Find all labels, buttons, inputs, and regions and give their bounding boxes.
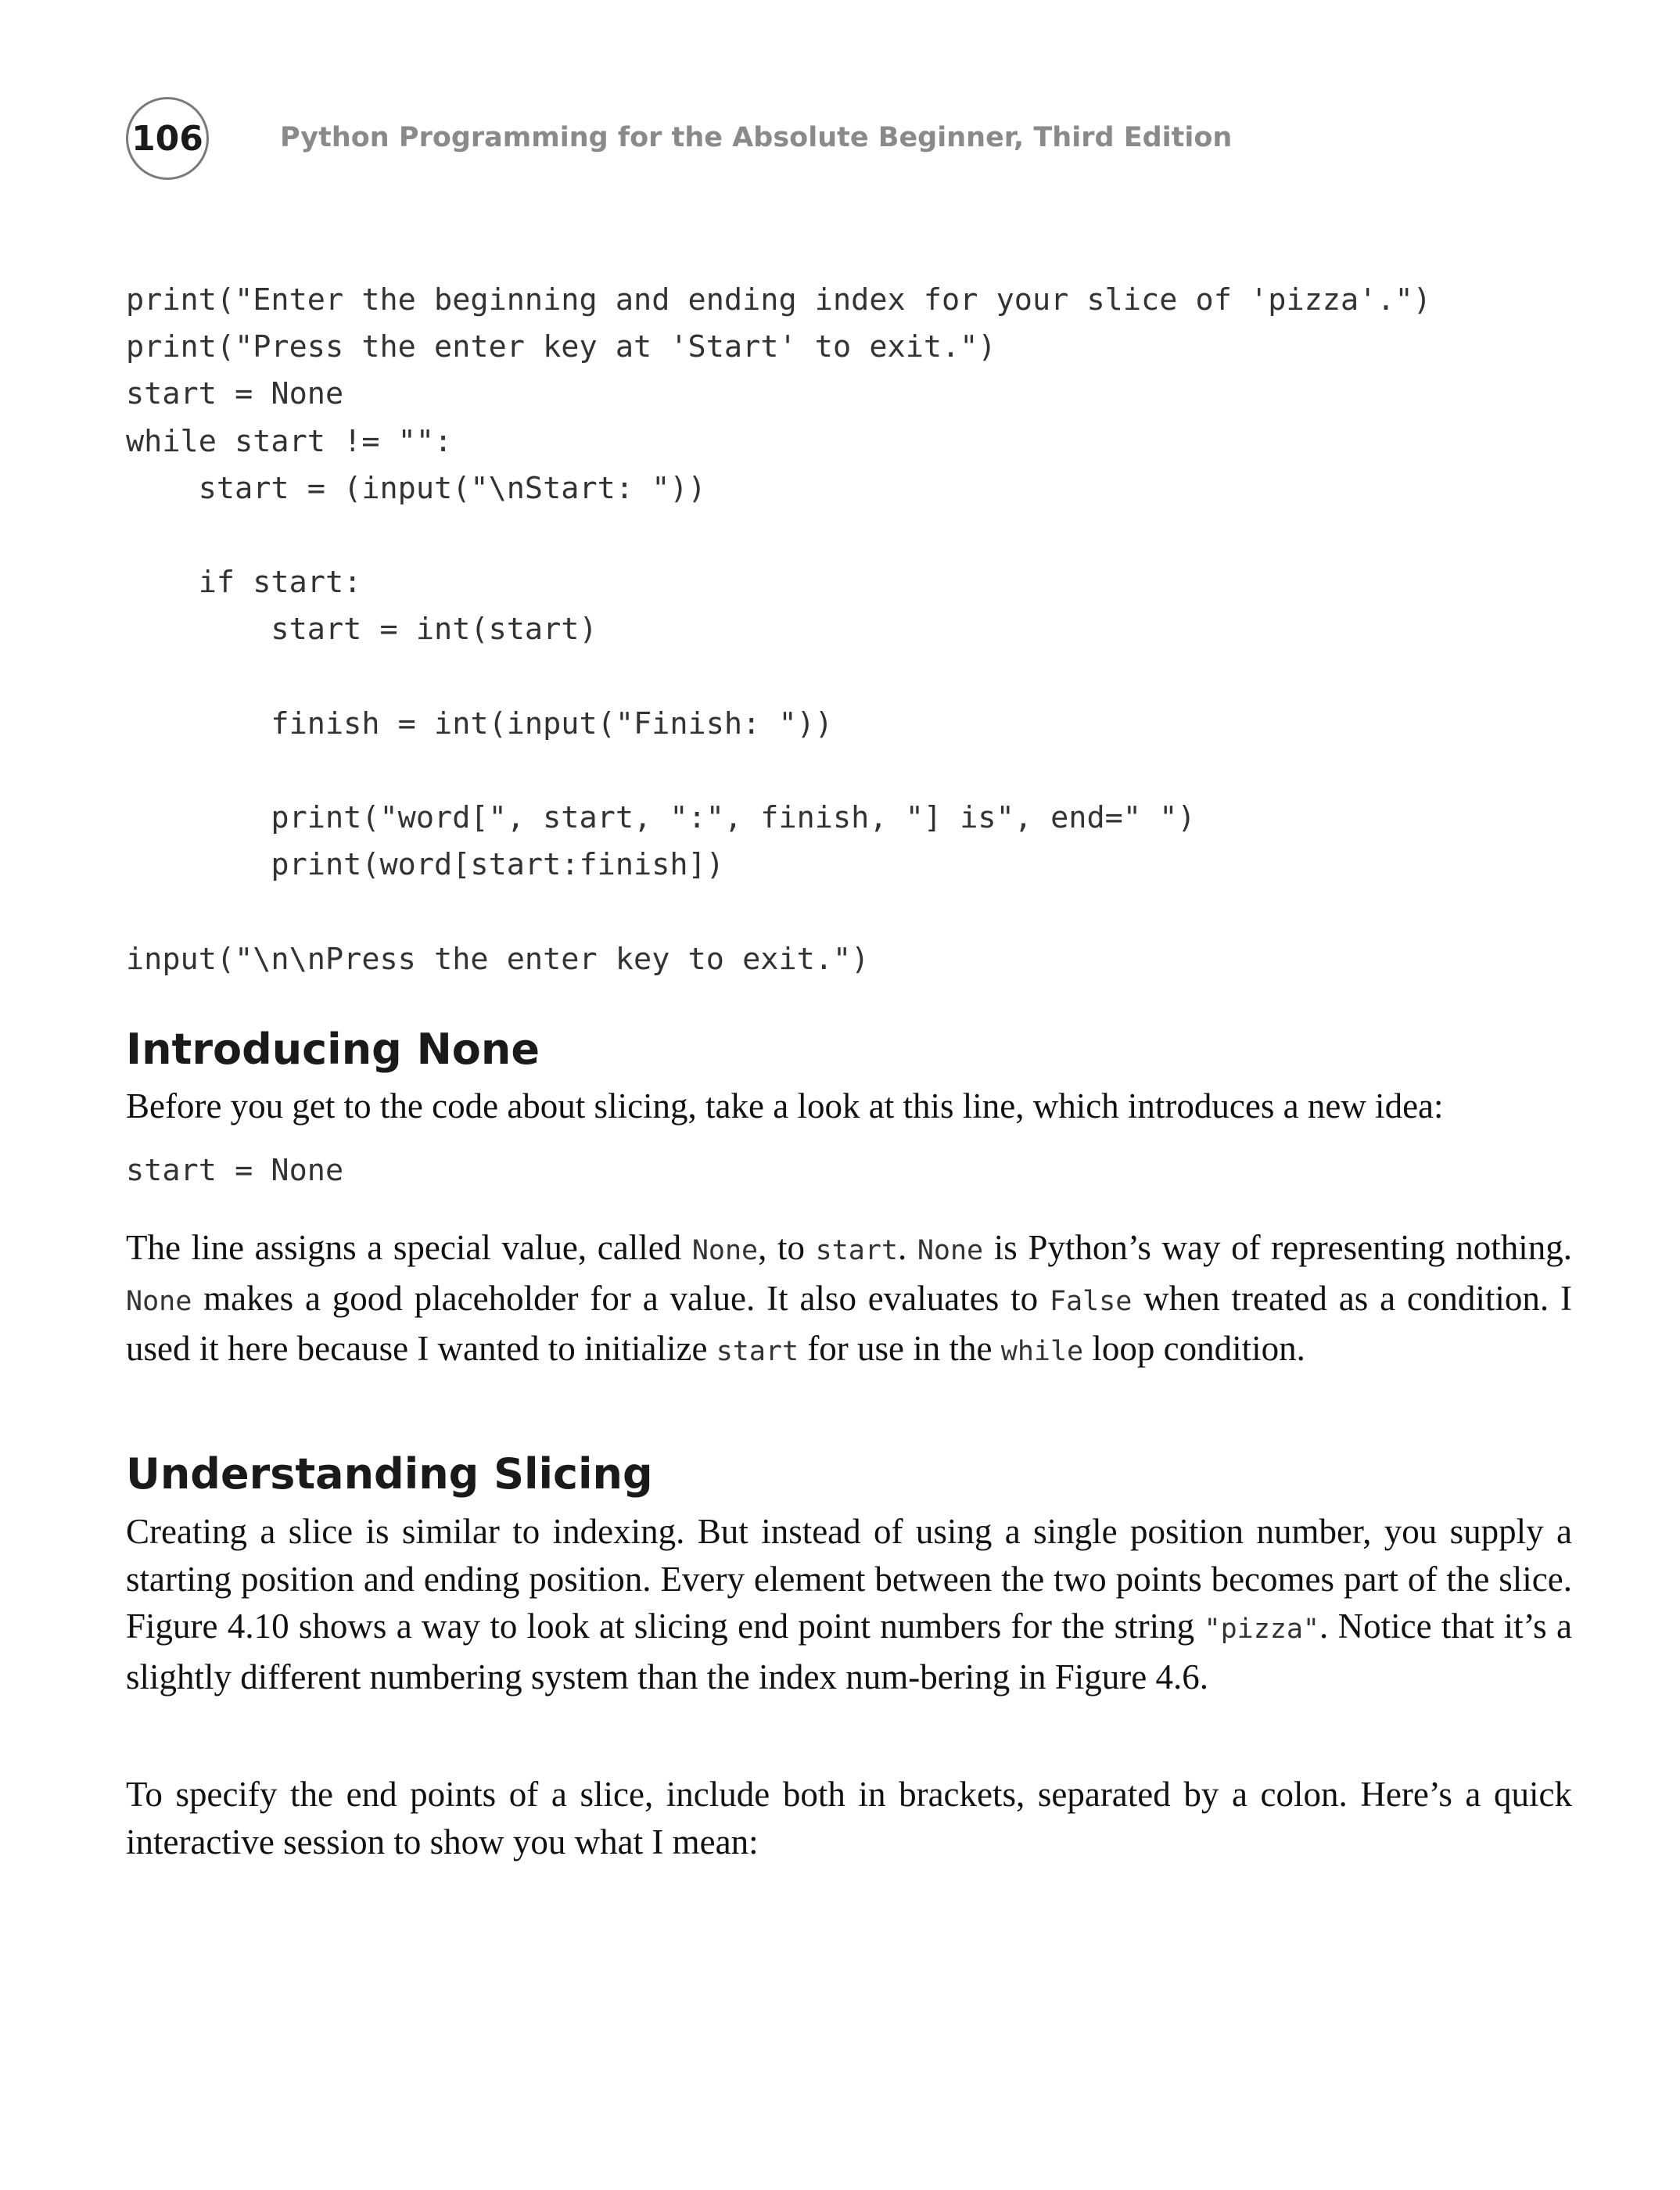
inline-code: None [917,1235,984,1266]
text: . Notice that it’s a slightly different numbering system than the index num-bering in Figure 4.6. [126,1607,1572,1696]
text: makes a good placeholder for a value. It also evaluates to [192,1278,1050,1318]
paragraph-none-explanation [126,1224,1572,1376]
text: , to [758,1228,816,1267]
paragraph-intro: Before you get to the code about slicing, take a look at this line, which introduces a new idea: [126,1086,1444,1126]
page-number: 106 [126,97,209,180]
inline-code: "pizza" [1204,1614,1320,1645]
inline-code: False [1049,1285,1133,1317]
running-title: Python Programming for the Absolute Beginner, Third Edition [280,122,1233,153]
paragraph-slicing-explanation [126,1508,1572,1700]
text: The line assigns a special value, called [126,1228,692,1267]
inline-code: None [691,1235,759,1266]
text: when treated as a condition. I used it here because I wanted to initialize [126,1278,1572,1368]
inline-code: start [716,1336,799,1367]
inline-code: start [815,1235,898,1266]
text: Creating a slice is similar to indexing. But instead of using a single position number, you supply a starting position and ending position. Every element between the two points becomes part of the slice. Figure 4.10 shows a way to look at slicing end point numbers for the string [126,1512,1572,1646]
code-example-line: start = None [126,1153,344,1188]
section-heading-understanding-slicing: Understanding Slicing [126,1449,653,1499]
code-listing: print("Enter the beginning and ending index for your slice of 'pizza'.") print("Press the enter key at 'Start' to exit.") start = None while start != "": start = (input("\nStart: ")) if start: start = int(start) finish = int(input("Finish: ")) print("word[", start, ":", finish, "] is", end=" ") print(word[start:finish]) input("\n\nPress the enter key to exit.") [126,282,1431,977]
section-heading-introducing-none: Introducing None [126,1025,540,1074]
inline-code: None [126,1285,192,1317]
inline-code: while [1000,1336,1084,1367]
paragraph-slice-endpoints: To specify the end points of a slice, include both in brackets, separated by a colon. Here’s a quick interactive session to show you what I mean: [126,1775,1572,1862]
text: . [897,1228,917,1267]
text: for use in the [799,1329,1001,1368]
text: loop condition. [1083,1329,1305,1368]
text: is Python’s way of representing nothing. [983,1228,1573,1267]
page-header [126,97,1573,180]
